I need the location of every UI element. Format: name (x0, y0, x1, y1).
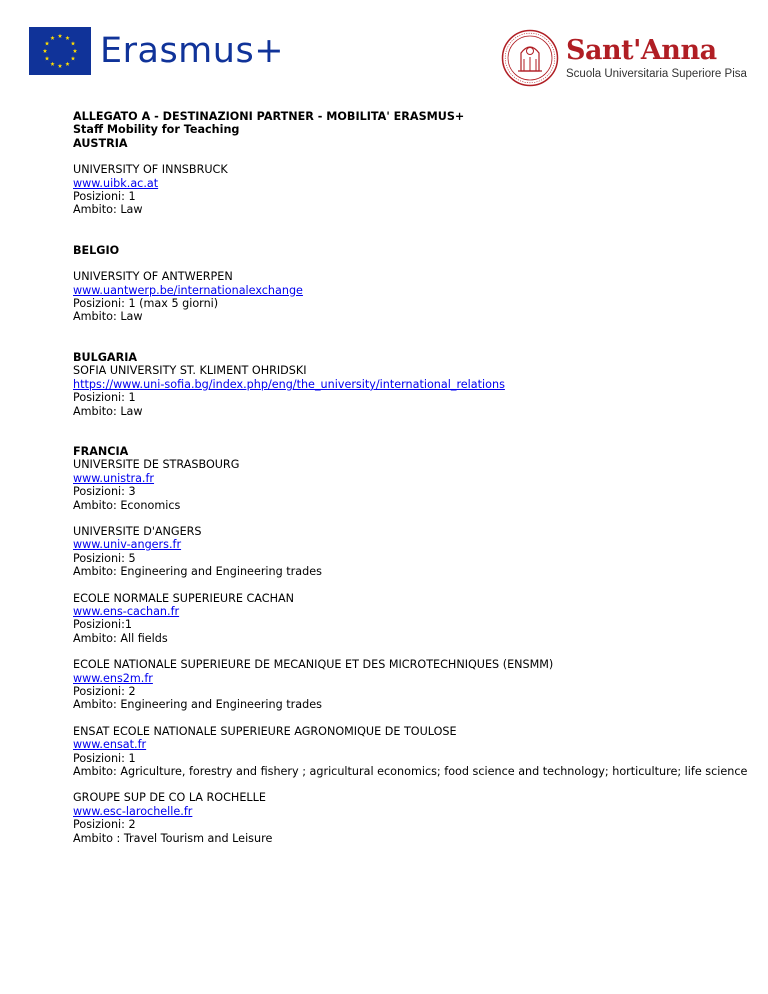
country-heading-bulgaria: BULGARIA (73, 350, 138, 364)
field-text: Ambito: Law (73, 203, 143, 217)
erasmus-plus-logo (29, 27, 284, 75)
country-heading-austria: AUSTRIA (73, 136, 128, 150)
institution-name: ENSAT ECOLE NATIONALE SUPERIEURE AGRONOMIQUE DE TOULOSE (73, 724, 457, 738)
institution-name: UNIVERSITE DE STRASBOURG (73, 458, 240, 472)
partner-entry (73, 364, 753, 418)
partner-entry (73, 458, 753, 512)
institution-name: GROUPE SUP DE CO LA ROCHELLE (73, 791, 266, 805)
field-text: Ambito : Travel Tourism and Leisure (73, 831, 273, 845)
institution-link[interactable]: www.ens2m.fr (73, 671, 153, 685)
eu-flag-icon (29, 27, 91, 75)
institution-name: UNIVERSITE D'ANGERS (73, 524, 202, 538)
partner-entry (73, 658, 753, 712)
partner-entry (73, 725, 753, 779)
document-title: ALLEGATO A - DESTINAZIONI PARTNER - MOBILITA' ERASMUS+ (73, 110, 465, 123)
institution-link[interactable]: www.ensat.fr (73, 738, 147, 752)
sant-anna-seal-icon (501, 29, 559, 87)
field-text: Ambito: Law (73, 404, 143, 418)
field-text: Ambito: Agriculture, forestry and fishery ; agricultural economics; food science and technology; horticulture; life science (73, 765, 748, 779)
partner-entry (73, 163, 753, 217)
country-heading-francia: FRANCIA (73, 444, 129, 458)
positions-text: Posizioni: 2 (73, 685, 136, 698)
partner-entry (73, 270, 753, 324)
institution-name: ECOLE NATIONALE SUPERIEURE DE MECANIQUE ET DES MICROTECHNIQUES (ENSMM) (73, 658, 554, 672)
positions-text: Posizioni: 3 (73, 485, 136, 499)
country-heading-belgio: BELGIO (73, 243, 120, 257)
positions-text: Posizioni: 5 (73, 551, 136, 565)
sant-anna-name: Sant'Anna (566, 34, 717, 66)
institution-name: ECOLE NORMALE SUPERIEURE CACHAN (73, 591, 295, 605)
sant-anna-logo (501, 29, 747, 87)
erasmus-logo-text: Erasmus+ (100, 30, 285, 71)
document-body (73, 110, 753, 845)
partner-entry (73, 525, 753, 579)
positions-text: Posizioni: 2 (73, 818, 136, 832)
sant-anna-subtitle: Scuola Universitaria Superiore Pisa (566, 67, 747, 80)
positions-text: Posizioni: 1 (max 5 giorni) (73, 297, 219, 311)
institution-link[interactable]: https://www.uni-sofia.bg/index.php/eng/the_university/international_relations (73, 377, 505, 391)
institution-link[interactable]: www.univ-angers.fr (73, 538, 182, 552)
institution-link[interactable]: www.esc-larochelle.fr (73, 804, 193, 818)
positions-text: Posizioni: 1 (73, 190, 136, 204)
institution-link[interactable]: www.uantwerp.be/internationalexchange (73, 283, 303, 297)
institution-link[interactable]: www.ens-cachan.fr (73, 604, 180, 618)
positions-text: Posizioni: 1 (73, 751, 136, 765)
section-title: Staff Mobility for Teaching (73, 123, 240, 137)
institution-name: UNIVERSITY OF INNSBRUCK (73, 163, 228, 177)
positions-text: Posizioni: 1 (73, 391, 136, 405)
institution-link[interactable]: www.uibk.ac.at (73, 176, 159, 190)
field-text: Ambito: Law (73, 310, 143, 324)
field-text: Ambito: Engineering and Engineering trades (73, 565, 322, 579)
field-text: Ambito: Economics (73, 498, 181, 512)
institution-name: UNIVERSITY OF ANTWERPEN (73, 270, 233, 284)
positions-text: Posizioni:1 (73, 618, 133, 632)
partner-entry (73, 592, 753, 646)
field-text: Ambito: All fields (73, 631, 168, 645)
partner-entry (73, 791, 753, 845)
institution-link[interactable]: www.unistra.fr (73, 471, 155, 485)
field-text: Ambito: Engineering and Engineering trades (73, 698, 322, 712)
institution-name: SOFIA UNIVERSITY ST. KLIMENT OHRIDSKI (73, 364, 307, 378)
